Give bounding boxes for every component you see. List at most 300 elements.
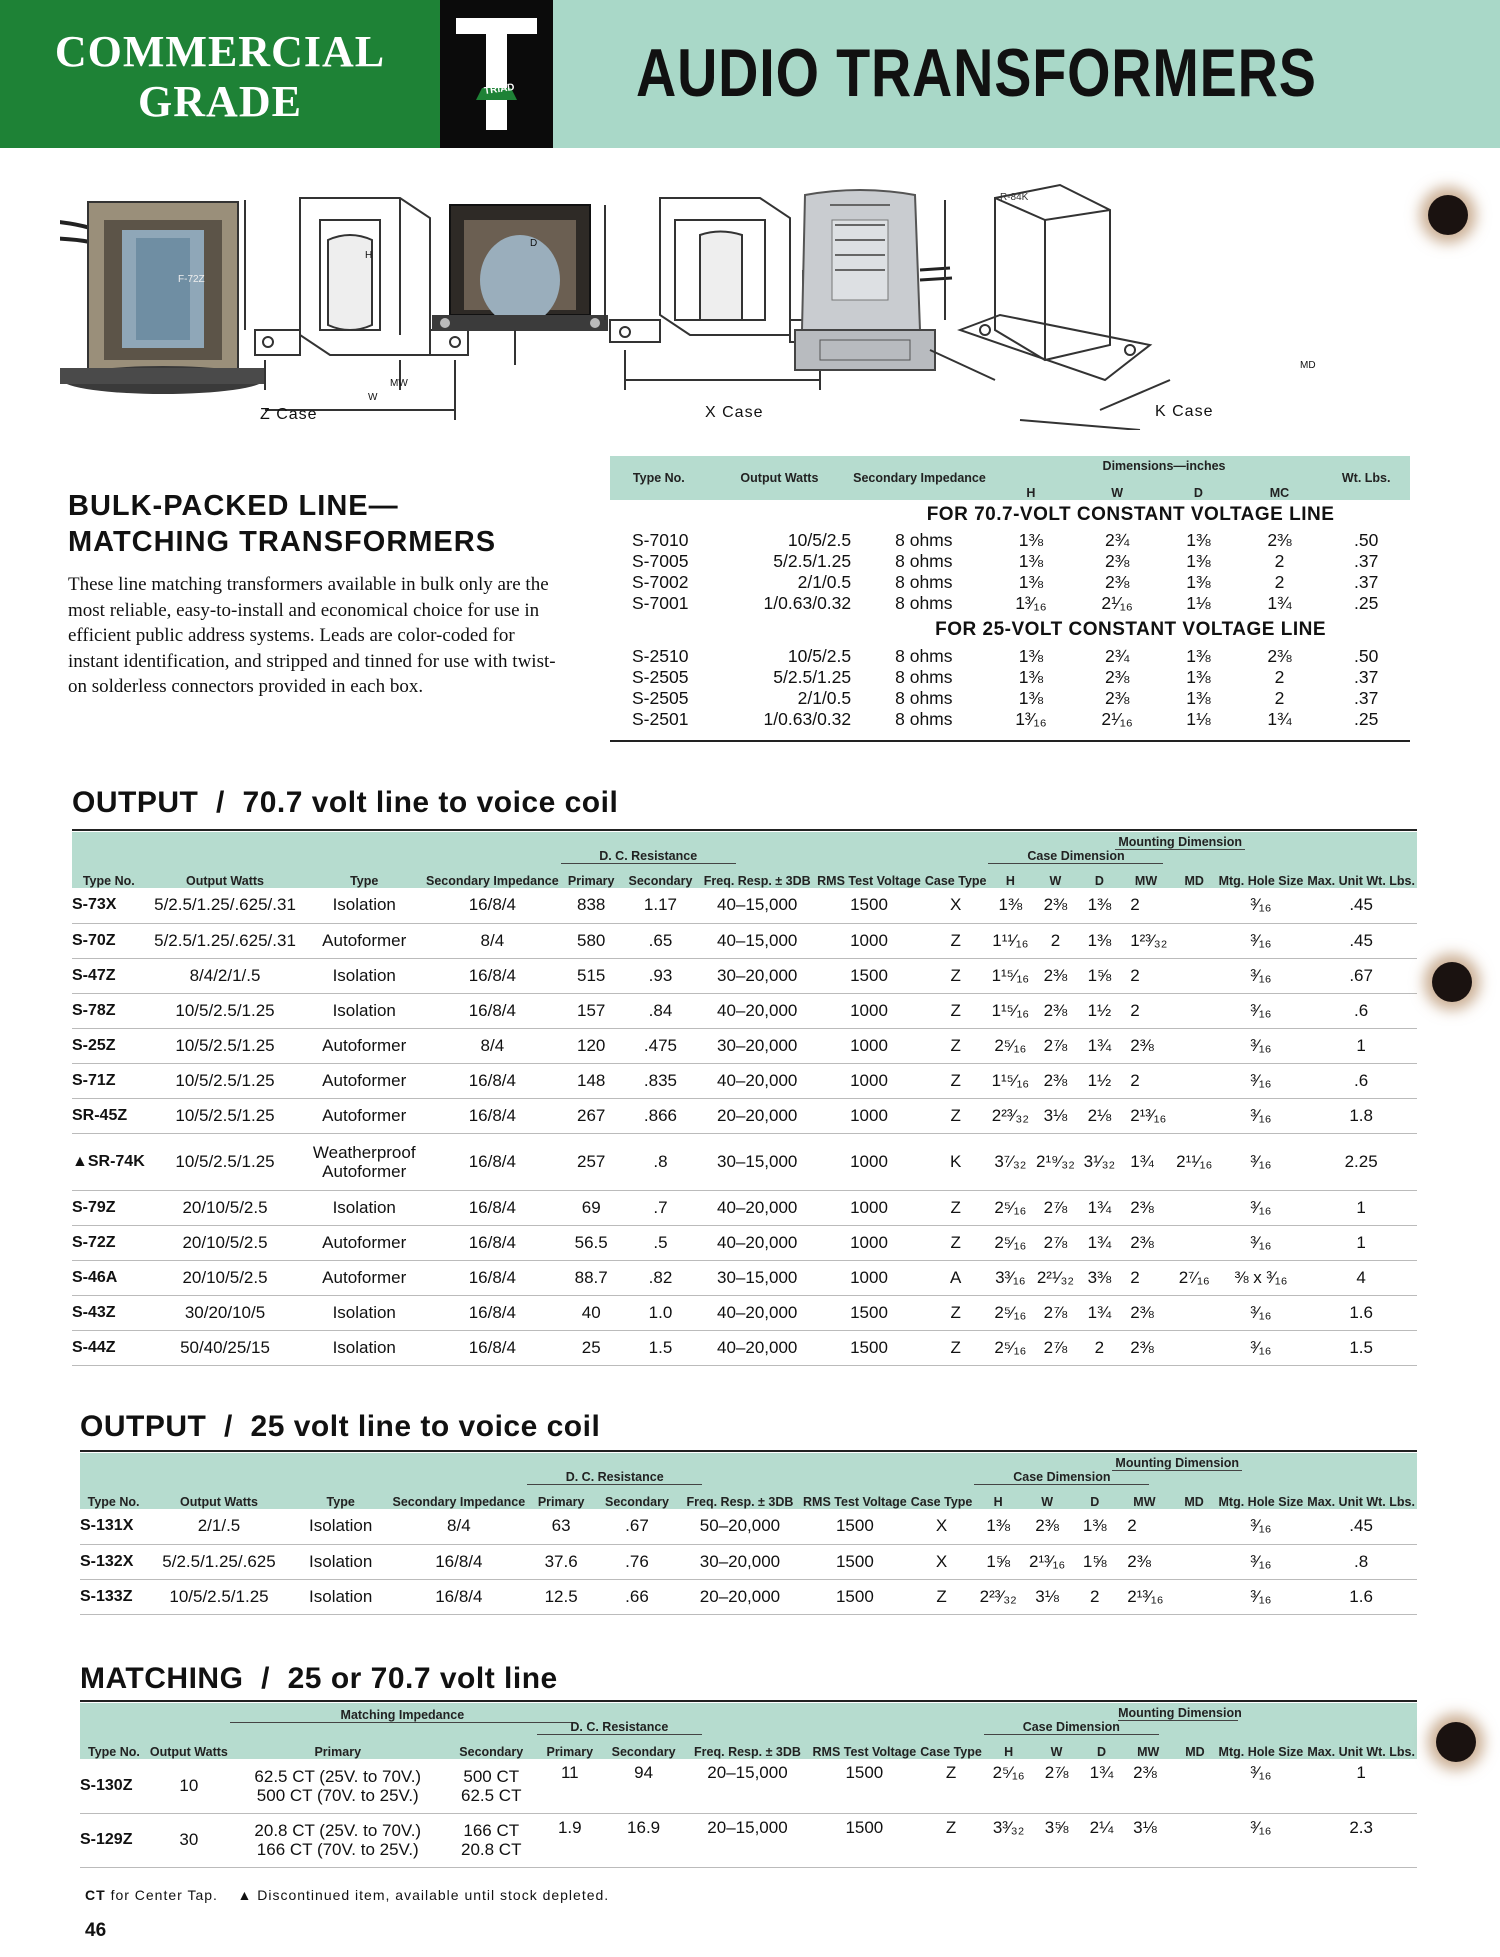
cell-h: 2⁵⁄₁₆ xyxy=(988,1190,1032,1225)
hm-md: MD xyxy=(1185,1745,1205,1759)
bulk-table xyxy=(610,456,1410,730)
cell-case: Z xyxy=(923,1028,989,1063)
cell-md xyxy=(1172,1295,1217,1330)
cell-type: S-7001 xyxy=(632,593,689,613)
cell-wt: .8 xyxy=(1305,1544,1417,1579)
cell-imp: 8 ohms xyxy=(895,572,953,592)
cell-md xyxy=(1172,993,1217,1028)
table-row xyxy=(610,593,1410,614)
h-case: Case Type xyxy=(924,874,987,888)
cell-wt: .25 xyxy=(1354,709,1379,729)
cell-primary: 120 xyxy=(561,1028,622,1063)
cell-rms: 1000 xyxy=(815,1063,923,1098)
out70-rows xyxy=(72,888,1417,1365)
cell-primary: 1.9 xyxy=(537,1813,603,1867)
cell-primary: 63 xyxy=(527,1509,595,1544)
case-photos xyxy=(60,180,1400,430)
cell-case: Z xyxy=(923,1225,989,1260)
table-row xyxy=(610,646,1410,667)
cell-kind: Isolation xyxy=(304,1190,424,1225)
cell-hole: ³⁄₁₆ xyxy=(1217,923,1306,958)
brand-line-1: COMMERCIAL xyxy=(54,27,386,76)
cell-secondary: .7 xyxy=(622,1190,700,1225)
h25-type: Type No. xyxy=(87,1495,140,1509)
cell-h: 1³⁄₁₆ xyxy=(1015,593,1047,613)
logo-text: TRIAD xyxy=(483,81,516,98)
table-row xyxy=(72,1133,1417,1190)
match-title-b: 25 or 70.7 volt line xyxy=(287,1662,558,1695)
bulk-title-line-2: MATCHING TRANSFORMERS xyxy=(68,526,497,558)
hm-pri-label: Primary xyxy=(546,1745,594,1759)
cell-h: 1⅜ xyxy=(1018,572,1044,592)
cell-type: S-72Z xyxy=(72,1225,146,1260)
col-d: D xyxy=(1193,486,1203,500)
cell-match-primary xyxy=(230,1813,446,1867)
hm-mdim: Mounting Dimension xyxy=(1118,1706,1242,1720)
cell-h: 2⁵⁄₁₆ xyxy=(988,1028,1032,1063)
cell-primary: 56.5 xyxy=(561,1225,622,1260)
h25-watts: Output Watts xyxy=(179,1495,258,1509)
cell-freq: 30–15,000 xyxy=(699,1133,815,1190)
cell-w: 2 xyxy=(1032,923,1078,958)
cell-watts: 1/0.63/0.32 xyxy=(763,593,852,613)
cell-case: Z xyxy=(923,1330,989,1365)
cell-primary: 11 xyxy=(537,1759,603,1813)
cell-w: 2⅜ xyxy=(1032,993,1078,1028)
hm-d: D xyxy=(1096,1745,1106,1759)
cell-h: 1⅜ xyxy=(1018,530,1044,550)
cell-d: 2¼ xyxy=(1080,1813,1123,1867)
cell-wt: .25 xyxy=(1354,593,1379,613)
binder-hole-bottom xyxy=(1436,1722,1476,1762)
table-row xyxy=(80,1759,1417,1813)
cell-h: 3³⁄₃₂ xyxy=(984,1813,1034,1867)
match-secondary-line-1: 500 CT xyxy=(463,1766,520,1786)
match-primary-line-1: 20.8 CT (25V. to 70V.) xyxy=(254,1821,422,1840)
h-wt: Max. Unit Wt. Lbs. xyxy=(1307,874,1415,888)
cell-primary: 838 xyxy=(561,888,622,923)
cell-rms: 1000 xyxy=(815,1133,923,1190)
cell-watts: 10/5/2.5/1.25 xyxy=(146,1028,305,1063)
cell-primary: 37.6 xyxy=(527,1544,595,1579)
cell-kind: Weatherproof Autoformer xyxy=(304,1133,424,1190)
match-title-sep: / xyxy=(261,1662,270,1695)
cell-d: 1⅝ xyxy=(1079,958,1121,993)
cell-w: 3⅛ xyxy=(1032,1098,1078,1133)
cell-watts: 10/5/2.5 xyxy=(787,646,852,666)
h-mdim: Mounting Dimension xyxy=(1115,836,1245,850)
cell-primary: 88.7 xyxy=(561,1260,622,1295)
cell-imp: 16/8/4 xyxy=(390,1544,527,1579)
cell-d: 1⅜ xyxy=(1186,572,1211,592)
match-header xyxy=(80,1703,1417,1759)
cell-rms: 1000 xyxy=(815,1260,923,1295)
cell-type: S-44Z xyxy=(72,1330,146,1365)
cell-md xyxy=(1172,923,1217,958)
cell-imp: 16/8/4 xyxy=(424,1260,561,1295)
h25-h-label: H xyxy=(993,1495,1003,1509)
cell-type: S-7005 xyxy=(632,551,689,571)
table-row xyxy=(80,1813,1417,1867)
cell-d: 1⅝ xyxy=(1072,1544,1117,1579)
cell-w: 3⅛ xyxy=(1022,1579,1072,1614)
cell-case: Z xyxy=(923,958,989,993)
transformer-illustrations xyxy=(60,180,1400,430)
hm-mimp: Matching Impedance xyxy=(230,1709,575,1723)
cell-hole: ³⁄₁₆ xyxy=(1217,1225,1306,1260)
cell-case: Z xyxy=(909,1579,975,1614)
table-row xyxy=(80,1544,1417,1579)
cell-w: 2¹³⁄₁₆ xyxy=(1022,1544,1072,1579)
cell-h: 2²³⁄₃₂ xyxy=(974,1579,1022,1614)
cell-h: 1⅜ xyxy=(1018,551,1044,571)
discontinued-triangle-icon: ▲ xyxy=(237,1887,253,1903)
cell-freq: 20–20,000 xyxy=(699,1098,815,1133)
cell-kind: Autoformer xyxy=(304,1225,424,1260)
cell-rms: 1000 xyxy=(815,1225,923,1260)
cell-mc: 2 xyxy=(1274,667,1285,687)
dim-md-label: MD xyxy=(1300,360,1316,371)
cell-wt: .37 xyxy=(1354,667,1379,687)
dim-mw-label: MW xyxy=(390,378,408,389)
cell-freq: 40–20,000 xyxy=(699,1190,815,1225)
cell-wt: .50 xyxy=(1354,530,1379,550)
cell-rms: 1500 xyxy=(801,1509,909,1544)
cell-w: 2⅜ xyxy=(1032,958,1078,993)
cell-watts: 10/5/2.5/1.25 xyxy=(146,1098,305,1133)
cell-d: 1⅜ xyxy=(1072,1509,1117,1544)
brand-line-2: GRADE xyxy=(138,77,302,126)
cell-imp: 8/4 xyxy=(424,1028,561,1063)
cell-imp: 8 ohms xyxy=(895,667,953,687)
cell-primary: 69 xyxy=(561,1190,622,1225)
cell-w: 2⅜ xyxy=(1104,572,1130,592)
cell-md xyxy=(1172,1098,1217,1133)
cell-d: 1½ xyxy=(1079,993,1121,1028)
footnote xyxy=(85,1887,609,1903)
h-h xyxy=(988,832,1125,888)
cell-d: 2 xyxy=(1079,1330,1121,1365)
cell-type: S-43Z xyxy=(72,1295,146,1330)
h25-md: MD xyxy=(1184,1495,1204,1509)
h25-hole: Mtg. Hole Size xyxy=(1218,1495,1304,1509)
h25-mw-label: MW xyxy=(1133,1495,1156,1509)
cell-kind: Autoformer xyxy=(304,1098,424,1133)
cell-h: 3³⁄₁₆ xyxy=(988,1260,1032,1295)
cell-rms: 1500 xyxy=(801,1579,909,1614)
cell-case: Z xyxy=(918,1813,984,1867)
cell-freq: 40–20,000 xyxy=(699,1330,815,1365)
z-case-drawing xyxy=(245,198,468,420)
hm-watts: Output Watts xyxy=(149,1745,228,1759)
match-primary-line-2: 500 CT (70V. to 25V.) xyxy=(256,1785,419,1805)
cell-h: 1¹⁵⁄₁₆ xyxy=(988,958,1032,993)
cell-watts: 30/20/10/5 xyxy=(146,1295,305,1330)
cell-md xyxy=(1172,1579,1217,1614)
page-number: 46 xyxy=(85,1920,107,1941)
cell-type: S-73X xyxy=(72,888,146,923)
match-primary-line-1: 62.5 CT (25V. to 70V.) xyxy=(254,1766,422,1786)
cell-hole: ³⁄₁₆ xyxy=(1217,1063,1306,1098)
cell-imp: 16/8/4 xyxy=(424,1225,561,1260)
cell-kind: Isolation xyxy=(304,1330,424,1365)
out25-header xyxy=(80,1453,1417,1509)
hm-type: Type No. xyxy=(88,1745,140,1759)
cell-md xyxy=(1172,1330,1217,1365)
bulk-title xyxy=(68,488,496,560)
discontinued-note: Discontinued item, available until stock depleted. xyxy=(257,1887,610,1903)
cell-hole: ³⁄₁₆ xyxy=(1217,993,1306,1028)
cell-case: X xyxy=(923,888,989,923)
cell-d: 2 xyxy=(1072,1579,1117,1614)
cell-imp: 8 ohms xyxy=(895,688,953,708)
out70-top-rule xyxy=(72,829,1417,831)
cell-hole: ³⁄₁₆ xyxy=(1217,1295,1306,1330)
cell-watts: 2/1/0.5 xyxy=(797,572,852,592)
cell-imp: 8 ohms xyxy=(895,709,953,729)
cell-watts: 30 xyxy=(148,1813,230,1867)
cell-type: S-132X xyxy=(80,1544,147,1579)
cell-w: 2⅞ xyxy=(1032,1225,1078,1260)
cell-w: 2⅞ xyxy=(1032,1330,1078,1365)
cell-hole: ³⁄₁₆ xyxy=(1217,1098,1306,1133)
h-mw-label: MW xyxy=(1134,874,1158,888)
hm-mpri-label: Primary xyxy=(314,1745,362,1759)
cell-freq: 50–20,000 xyxy=(679,1509,801,1544)
cell-wt: .50 xyxy=(1354,646,1379,666)
cell-wt: .37 xyxy=(1354,572,1379,592)
cell-freq: 40–20,000 xyxy=(699,1225,815,1260)
cell-hole: ³⁄₁₆ xyxy=(1217,1133,1306,1190)
cell-md xyxy=(1173,1813,1216,1867)
cell-type: S-7010 xyxy=(632,530,689,550)
out70-title-a: OUTPUT xyxy=(72,786,199,819)
cell-primary: 580 xyxy=(561,923,622,958)
cell-secondary: 16.9 xyxy=(603,1813,685,1867)
cell-md xyxy=(1172,958,1217,993)
cell-wt: .45 xyxy=(1305,923,1417,958)
cell-imp: 16/8/4 xyxy=(424,958,561,993)
cell-wt: 1 xyxy=(1305,1028,1417,1063)
cell-freq: 40–20,000 xyxy=(699,1295,815,1330)
table-row xyxy=(72,1098,1417,1133)
cell-freq: 20–15,000 xyxy=(684,1759,810,1813)
col-h: H xyxy=(1026,486,1036,500)
cell-kind: Isolation xyxy=(304,1295,424,1330)
match-title-a: MATCHING xyxy=(80,1662,244,1695)
cell-mw: 2⅜ xyxy=(1117,1544,1171,1579)
k-case-photo xyxy=(795,190,952,370)
cell-d: 1⅛ xyxy=(1186,709,1211,729)
cell-d: 1⅜ xyxy=(1079,923,1121,958)
cell-wt: 1.8 xyxy=(1305,1098,1417,1133)
cell-w: 2¹⁹⁄₃₂ xyxy=(1032,1133,1078,1190)
hm-h xyxy=(984,1703,1120,1759)
cell-h: 1¹¹⁄₁₆ xyxy=(988,923,1032,958)
cell-h: 1⅜ xyxy=(1018,667,1044,687)
cell-mc: 2 xyxy=(1274,572,1285,592)
cell-secondary: 94 xyxy=(603,1759,685,1813)
cell-mw: 2¹³⁄₁₆ xyxy=(1120,1098,1172,1133)
cell-mw: 2⅜ xyxy=(1120,1190,1172,1225)
bulk-table-header xyxy=(610,456,1410,500)
cell-watts: 10 xyxy=(148,1759,230,1813)
cell-watts: 50/40/25/15 xyxy=(146,1330,305,1365)
cell-h: 1⅜ xyxy=(988,888,1032,923)
cell-md xyxy=(1172,1190,1217,1225)
cell-case: Z xyxy=(923,1295,989,1330)
cell-kind: Isolation xyxy=(291,1509,391,1544)
cell-case: K xyxy=(923,1133,989,1190)
cell-wt: .37 xyxy=(1354,551,1379,571)
table-row xyxy=(610,709,1410,730)
h-type: Type No. xyxy=(82,874,135,888)
cell-kind: Autoformer xyxy=(304,1260,424,1295)
cell-imp: 8 ohms xyxy=(895,593,953,613)
cell-wt: 4 xyxy=(1305,1260,1417,1295)
cell-imp: 8/4 xyxy=(424,923,561,958)
cell-imp: 16/8/4 xyxy=(424,1330,561,1365)
cell-kind: Isolation xyxy=(304,958,424,993)
cell-case: Z xyxy=(923,1098,989,1133)
cell-d: 1⅜ xyxy=(1186,551,1211,571)
cell-d: 1¾ xyxy=(1080,1759,1123,1813)
cell-h: 2⁵⁄₁₆ xyxy=(988,1295,1032,1330)
k-case-drawing xyxy=(930,185,1170,430)
hm-cdim: Case Dimension xyxy=(984,1721,1159,1735)
cell-w: 3⅝ xyxy=(1033,1813,1079,1867)
bulk-description: These line matching transformers available in bulk only are the most reliable, easy-to-install and economical choice for use in efficient public address systems. Leads are color-coded for instant identification, and stripped and tinned for use with twist-on solderless connectors provided in each box. xyxy=(68,574,556,697)
bulk-subhead-25v: FOR 25-VOLT CONSTANT VOLTAGE LINE xyxy=(935,619,1326,640)
cell-hole: ³⁄₁₆ xyxy=(1217,888,1306,923)
cell-mc: 2⅜ xyxy=(1267,646,1292,666)
k-case-label: K Case xyxy=(1155,403,1214,420)
dim-h-label: H xyxy=(365,250,373,261)
col-imp: Secondary Impedance xyxy=(853,470,986,485)
cell-wt: 1 xyxy=(1305,1190,1417,1225)
cell-primary: 25 xyxy=(561,1330,622,1365)
cell-kind: Isolation xyxy=(291,1579,391,1614)
cell-h: 1⅝ xyxy=(974,1544,1022,1579)
z-case-label: Z Case xyxy=(260,406,318,423)
cell-type: SR-45Z xyxy=(72,1098,146,1133)
cell-case: Z xyxy=(923,1063,989,1098)
cell-hole: ³⁄₁₆ xyxy=(1217,1190,1306,1225)
photo-label-f72z: F-72Z xyxy=(178,274,205,285)
cell-hole: ³⁄₁₆ xyxy=(1217,1813,1306,1867)
bulk-title-line-1: BULK-PACKED LINE— xyxy=(68,490,399,522)
cell-md xyxy=(1172,888,1217,923)
cell-rms: 1500 xyxy=(811,1813,919,1867)
cell-mw: 2¹³⁄₁₆ xyxy=(1117,1579,1171,1614)
table-row xyxy=(72,1028,1417,1063)
h25-cdim: Case Dimension xyxy=(974,1471,1149,1485)
cell-mc: 2 xyxy=(1274,688,1285,708)
h25-d: D xyxy=(1090,1495,1100,1509)
cell-wt: .37 xyxy=(1354,688,1379,708)
cell-type: S-130Z xyxy=(80,1759,148,1813)
cell-match-secondary xyxy=(446,1759,537,1813)
cell-md xyxy=(1173,1759,1216,1813)
table-row xyxy=(610,667,1410,688)
cell-wt: .67 xyxy=(1305,958,1417,993)
cell-rms: 1000 xyxy=(815,993,923,1028)
cell-w: 2⅞ xyxy=(1032,1295,1078,1330)
cell-watts: 20/10/5/2.5 xyxy=(146,1190,305,1225)
cell-md xyxy=(1172,1225,1217,1260)
cell-d: 1¾ xyxy=(1079,1225,1121,1260)
page-title: AUDIO TRANSFORMERS xyxy=(636,35,1317,111)
cell-wt: 1 xyxy=(1305,1759,1417,1813)
cell-h: 3⁷⁄₃₂ xyxy=(988,1133,1032,1190)
h25-w: W xyxy=(1041,1495,1053,1509)
cell-watts: 20/10/5/2.5 xyxy=(146,1260,305,1295)
cell-h: 2²³⁄₃₂ xyxy=(988,1098,1032,1133)
out25-title-sep: / xyxy=(224,1410,233,1443)
cell-secondary: .65 xyxy=(622,923,700,958)
h-watts: Output Watts xyxy=(186,874,264,888)
cell-freq: 20–20,000 xyxy=(679,1579,801,1614)
cell-hole: ³⁄₁₆ xyxy=(1217,1330,1306,1365)
out70-title-sep: / xyxy=(216,786,225,819)
h25-mdim: Mounting Dimension xyxy=(1112,1457,1242,1471)
cell-imp: 8/4 xyxy=(390,1509,527,1544)
cell-d: 1¾ xyxy=(1079,1295,1121,1330)
cell-imp: 8 ohms xyxy=(895,646,953,666)
table-row xyxy=(72,888,1417,923)
cell-type: S-129Z xyxy=(80,1813,148,1867)
cell-freq: 20–15,000 xyxy=(684,1813,810,1867)
h25-wt: Max. Unit Wt. Lbs. xyxy=(1307,1495,1415,1509)
cell-d: 3¹⁄₃₂ xyxy=(1079,1133,1121,1190)
hm-w: W xyxy=(1050,1745,1063,1759)
cell-imp: 16/8/4 xyxy=(424,993,561,1028)
out25-top-rule xyxy=(80,1450,1417,1452)
cell-imp: 16/8/4 xyxy=(390,1579,527,1614)
cell-h: 1⅜ xyxy=(1018,646,1044,666)
cell-watts: 2/1/0.5 xyxy=(797,688,852,708)
cell-kind: Autoformer xyxy=(304,1063,424,1098)
col-dims: Dimensions—inches xyxy=(1102,459,1226,473)
cell-freq: 30–15,000 xyxy=(699,1260,815,1295)
cell-md xyxy=(1172,1063,1217,1098)
h-rms: RMS Test Voltage xyxy=(817,874,921,888)
bulk-table-rule xyxy=(610,740,1410,742)
cell-freq: 40–20,000 xyxy=(699,1063,815,1098)
cell-mw: 2⅜ xyxy=(1120,1028,1172,1063)
cell-freq: 30–20,000 xyxy=(679,1544,801,1579)
table-row xyxy=(72,958,1417,993)
cell-wt: .6 xyxy=(1305,993,1417,1028)
cell-primary: 515 xyxy=(561,958,622,993)
cell-type: ▲SR-74K xyxy=(72,1133,146,1190)
cell-watts: 5/2.5/1.25/.625 xyxy=(147,1544,291,1579)
cell-h: 2⁵⁄₁₆ xyxy=(984,1759,1034,1813)
cell-primary: 157 xyxy=(561,993,622,1028)
cell-imp: 16/8/4 xyxy=(424,1063,561,1098)
z-case-photo xyxy=(60,202,266,394)
cell-primary: 40 xyxy=(561,1295,622,1330)
cell-watts: 10/5/2.5/1.25 xyxy=(146,1133,305,1190)
cell-secondary: .66 xyxy=(595,1579,679,1614)
match-title xyxy=(80,1662,558,1696)
cell-wt: .6 xyxy=(1305,1063,1417,1098)
cell-mw: 2 xyxy=(1120,993,1172,1028)
binder-hole-top xyxy=(1428,195,1468,235)
cell-h: 2⁵⁄₁₆ xyxy=(988,1330,1032,1365)
bulk-rows-70v xyxy=(610,530,1410,614)
cell-case: Z xyxy=(918,1759,984,1813)
